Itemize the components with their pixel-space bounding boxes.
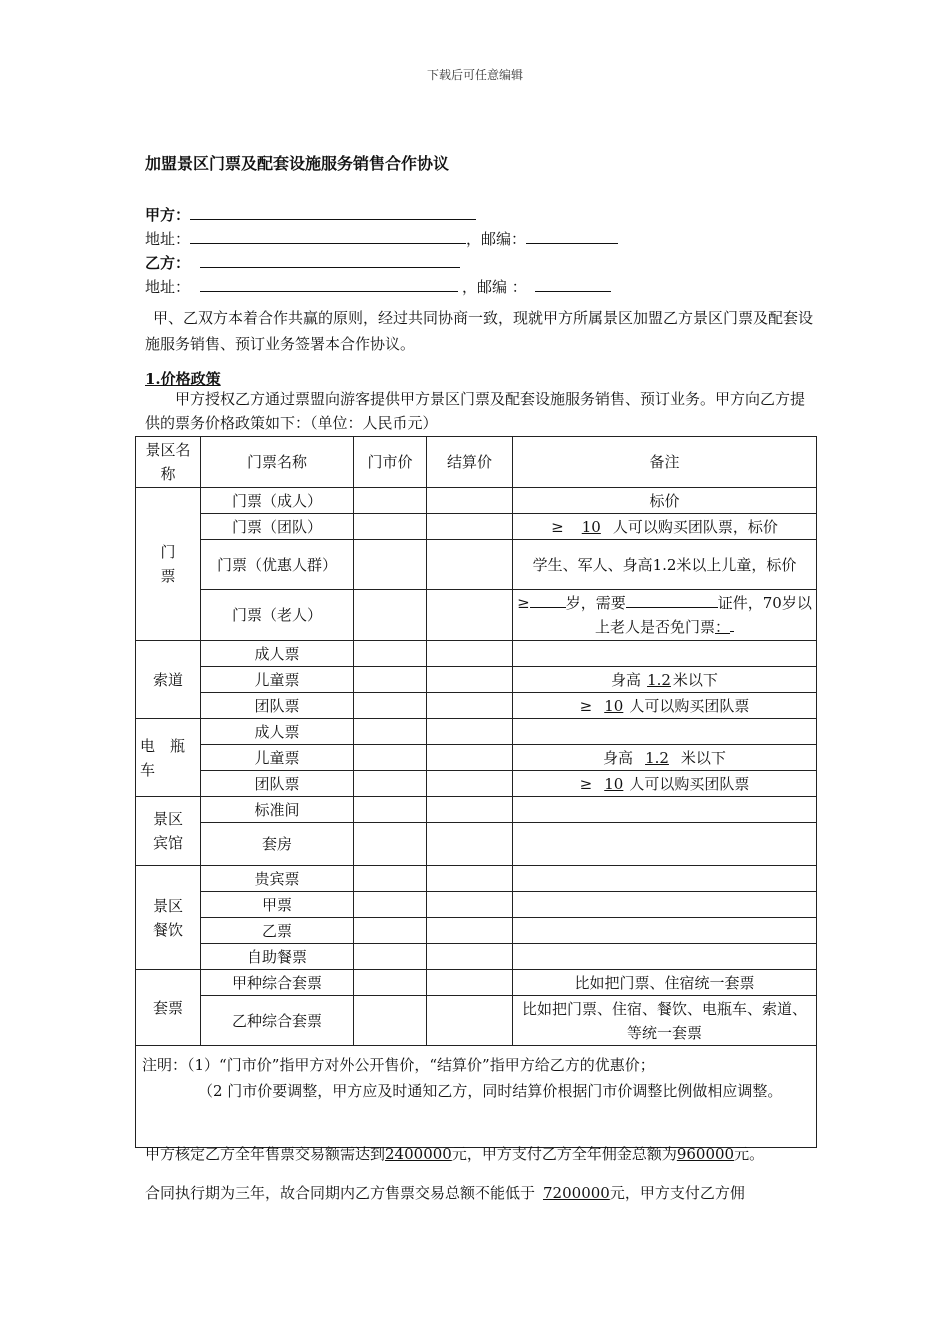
settle-cell[interactable] (427, 918, 513, 944)
remark-cell (513, 918, 817, 944)
header-ticket-name: 门票名称 (201, 437, 354, 488)
price-table (135, 436, 817, 1148)
section-price-policy: 1.价格政策 (145, 370, 221, 388)
table-row (136, 771, 817, 797)
table-row (136, 641, 817, 667)
ticket-name: 团队票 (201, 771, 354, 797)
settle-cell[interactable] (427, 667, 513, 693)
remark-cell (513, 944, 817, 970)
header-scenic-name: 景区名称 (136, 437, 201, 488)
annual-sales-line: 甲方核定乙方全年售票交易额需达到2400000元，甲方支付乙方全年佣金总额为960000元。 (145, 1145, 765, 1163)
table-row (136, 693, 817, 719)
remark-cell: ≥ 10 人可以购买团队票 (513, 693, 817, 719)
remark-cell: 身高 1.2 米以下 (513, 745, 817, 771)
retail-cell[interactable] (354, 970, 427, 996)
remark-cell (513, 797, 817, 823)
settle-cell[interactable] (427, 719, 513, 745)
table-row (136, 540, 817, 590)
document-title: 加盟景区门票及配套设施服务销售合作协议 (145, 154, 450, 173)
ticket-name: 儿童票 (201, 667, 354, 693)
annual-commission-value: 960000 (676, 1145, 735, 1163)
ticket-name: 套房 (201, 823, 354, 866)
settle-cell[interactable] (427, 823, 513, 866)
remark-cell (513, 719, 817, 745)
ticket-name: 成人票 (201, 641, 354, 667)
retail-cell[interactable] (354, 514, 427, 540)
contract-term-line: 合同执行期为三年，故合同期内乙方售票交易总额不能低于 7200000元，甲方支付乙方佣 (145, 1184, 745, 1202)
page-header: 下载后可任意编辑 (426, 68, 523, 82)
group-cableway: 索道 (136, 641, 201, 719)
remark-cell: 比如把门票、住宿、餐饮、电瓶车、索道、等统一套票 (513, 996, 817, 1046)
table-row (136, 590, 817, 641)
retail-cell[interactable] (354, 996, 427, 1046)
contract-total-value: 7200000 (543, 1184, 610, 1202)
address-b-line (145, 276, 611, 297)
table-row (136, 996, 817, 1046)
ticket-name: 甲种综合套票 (201, 970, 354, 996)
settle-cell[interactable] (427, 488, 513, 514)
table-row (136, 667, 817, 693)
intro-paragraph: 甲、乙双方本着合作共赢的原则，经过共同协商一致，现就甲方所属景区加盟乙方景区门票及配套设施服务销售、预订业务签署本合作协议。 (145, 309, 814, 353)
party-b-label: 乙方： (145, 254, 191, 272)
header-settle-price: 结算价 (427, 437, 513, 488)
retail-cell[interactable] (354, 590, 427, 641)
settle-cell[interactable] (427, 745, 513, 771)
table-row (136, 797, 817, 823)
group-ebike: 电 瓶车 (136, 719, 201, 797)
group-dining: 景区餐饮 (136, 866, 201, 970)
settle-cell[interactable] (427, 540, 513, 590)
address-b-blank[interactable] (200, 277, 458, 292)
header-retail-price: 门市价 (354, 437, 427, 488)
retail-cell[interactable] (354, 918, 427, 944)
table-row (136, 944, 817, 970)
settle-cell[interactable] (427, 797, 513, 823)
retail-cell[interactable] (354, 641, 427, 667)
ticket-name: 门票（成人） (201, 488, 354, 514)
retail-cell[interactable] (354, 488, 427, 514)
remark-cell: ≥ 岁，需要 证件，70岁以上老人是否免门票： (513, 590, 817, 641)
retail-cell[interactable] (354, 745, 427, 771)
settle-cell[interactable] (427, 514, 513, 540)
ticket-name: 团队票 (201, 693, 354, 719)
table-note-row (136, 1046, 817, 1148)
table-row (136, 892, 817, 918)
postcode-b-label: ，邮编 ： (462, 278, 527, 296)
remark-cell (513, 866, 817, 892)
group-ticket: 门票 (136, 488, 201, 641)
ticket-name: 自助餐票 (201, 944, 354, 970)
settle-cell[interactable] (427, 996, 513, 1046)
party-a-label: 甲方： (145, 206, 191, 224)
retail-cell[interactable] (354, 667, 427, 693)
retail-cell[interactable] (354, 892, 427, 918)
ticket-name: 门票（优惠人群） (201, 540, 354, 590)
settle-cell[interactable] (427, 641, 513, 667)
ticket-name: 乙票 (201, 918, 354, 944)
settle-cell[interactable] (427, 771, 513, 797)
retail-cell[interactable] (354, 719, 427, 745)
postcode-a-blank[interactable] (526, 229, 618, 244)
table-row (136, 970, 817, 996)
settle-cell[interactable] (427, 970, 513, 996)
postcode-b-blank[interactable] (535, 277, 611, 292)
section-price-text: 甲方授权乙方通过票盟向游客提供甲方景区门票及配套设施服务销售、预订业务。甲方向乙方提供的票务价格政策如下：（单位：人民币元） (145, 390, 806, 432)
ticket-name: 甲票 (201, 892, 354, 918)
retail-cell[interactable] (354, 823, 427, 866)
party-b-blank[interactable] (200, 253, 460, 268)
settle-cell[interactable] (427, 590, 513, 641)
table-note (136, 1046, 817, 1148)
retail-cell[interactable] (354, 944, 427, 970)
retail-cell[interactable] (354, 771, 427, 797)
postcode-a-label: ，邮编： (466, 230, 527, 248)
note-line-2: （2 门市价要调整，甲方应及时通知乙方，同时结算价根据门市价调整比例做相应调整。 (198, 1082, 783, 1100)
ticket-name: 成人票 (201, 719, 354, 745)
remark-cell (513, 892, 817, 918)
settle-cell[interactable] (427, 693, 513, 719)
retail-cell[interactable] (354, 866, 427, 892)
group-hotel: 景区宾馆 (136, 797, 201, 866)
header-remark: 备注 (513, 437, 817, 488)
table-row (136, 918, 817, 944)
remark-cell: ≥ 10 人可以购买团队票 (513, 771, 817, 797)
remark-cell (513, 641, 817, 667)
address-a-line (145, 228, 618, 249)
table-header-row (136, 437, 817, 488)
ticket-name: 门票（团队） (201, 514, 354, 540)
table-row (136, 514, 817, 540)
annual-sales-value: 2400000 (385, 1145, 452, 1163)
remark-cell (513, 823, 817, 866)
table-row (136, 745, 817, 771)
party-b-line (145, 252, 460, 273)
table-row (136, 719, 817, 745)
settle-cell[interactable] (427, 944, 513, 970)
retail-cell[interactable] (354, 540, 427, 590)
group-package: 套票 (136, 970, 201, 1046)
settle-cell[interactable] (427, 892, 513, 918)
remark-cell: 标价 (513, 488, 817, 514)
address-a-blank[interactable] (190, 229, 466, 244)
ticket-name: 贵宾票 (201, 866, 354, 892)
address-b-label: 地址： (145, 278, 191, 296)
ticket-name: 门票（老人） (201, 590, 354, 641)
party-a-blank[interactable] (190, 205, 476, 220)
settle-cell[interactable] (427, 866, 513, 892)
ticket-name: 儿童票 (201, 745, 354, 771)
table-row (136, 823, 817, 866)
retail-cell[interactable] (354, 693, 427, 719)
address-a-label: 地址： (145, 230, 191, 248)
retail-cell[interactable] (354, 797, 427, 823)
remark-cell: 比如把门票、住宿统一套票 (513, 970, 817, 996)
table-row (136, 488, 817, 514)
remark-cell: ≥ 10 人可以购买团队票，标价 (513, 514, 817, 540)
remark-cell: 身高 1.2 米以下 (513, 667, 817, 693)
table-row (136, 866, 817, 892)
note-line-1: 注明：（1）“门市价”指甲方对外公开售价，“结算价”指甲方给乙方的优惠价； (142, 1056, 655, 1074)
remark-cell: 学生、军人、身高1.2米以上儿童，标价 (513, 540, 817, 590)
ticket-name: 乙种综合套票 (201, 996, 354, 1046)
party-a-line (145, 204, 476, 225)
ticket-name: 标准间 (201, 797, 354, 823)
